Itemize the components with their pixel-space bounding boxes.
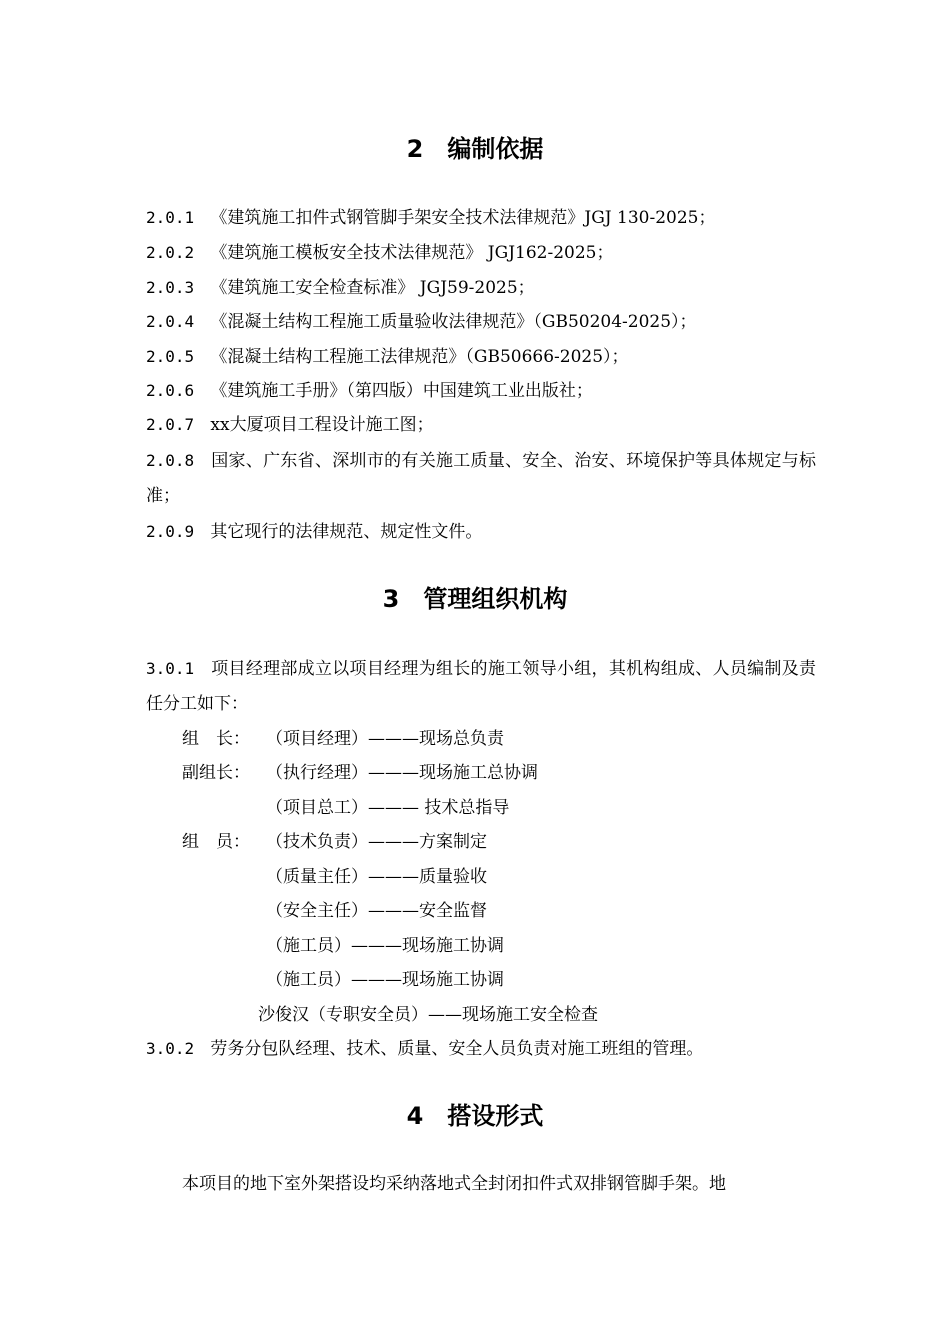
- list-item: [146, 379, 816, 403]
- item-number: 2.0.2: [146, 243, 195, 262]
- paragraph: [182, 1172, 852, 1196]
- org-text: （安全主任）———安全监督: [266, 901, 487, 921]
- org-role: 副组长：: [182, 763, 250, 783]
- item-number: 2.0.1: [146, 208, 195, 227]
- org-text: （项目总工）——— 技术总指导: [266, 798, 510, 818]
- org-text: （施工员）———现场施工协调: [266, 970, 504, 990]
- list-item: [146, 345, 816, 369]
- item-number: 3.0.1: [146, 659, 195, 678]
- item-number: 2.0.4: [146, 312, 195, 331]
- list-item: [146, 241, 816, 265]
- paragraph-text: 本项目的地下室外架搭设均采纳落地式全封闭扣件式双排钢管脚手架。地: [182, 1174, 726, 1194]
- list-item: [146, 443, 816, 514]
- org-row: [182, 761, 852, 785]
- item-number: 3.0.2: [146, 1039, 195, 1058]
- section-title: 搭设形式: [447, 1102, 544, 1130]
- section-4-heading: [0, 1101, 950, 1131]
- org-row: [182, 727, 852, 751]
- section-number: 4: [406, 1102, 424, 1130]
- item-text: 劳务分包队经理、技术、质量、安全人员负责对施工班组的管理。: [210, 1039, 704, 1059]
- org-text: （执行经理）———现场施工总协调: [266, 763, 538, 783]
- item-text: 《建筑施工手册》（第四版）中国建筑工业出版社；: [210, 381, 593, 401]
- item-text: 《混凝土结构工程施工法律规范》（GB50666-2025）；: [210, 347, 629, 367]
- org-row: [182, 796, 852, 820]
- section-title: 管理组织机构: [423, 585, 568, 613]
- list-item: [146, 413, 816, 437]
- section-3-heading: [0, 584, 950, 614]
- section-title: 编制依据: [447, 135, 544, 163]
- item-number: 2.0.3: [146, 278, 195, 297]
- item-number: 2.0.9: [146, 522, 195, 541]
- list-item: [146, 1037, 816, 1061]
- org-text: 沙俊汉（专职安全员）——现场施工安全检查: [258, 1005, 598, 1025]
- item-number: 2.0.6: [146, 381, 195, 400]
- list-item: [146, 276, 816, 300]
- item-text: 《建筑施工模板安全技术法律规范》 JGJ162-2025；: [210, 243, 614, 263]
- item-text: 其它现行的法律规范、规定性文件。: [210, 522, 483, 542]
- item-text: 《混凝土结构工程施工质量验收法律规范》（GB50204-2025）；: [210, 312, 697, 332]
- section-number: 2: [406, 135, 424, 163]
- item-number: 2.0.8: [146, 451, 195, 470]
- item-text: 《建筑施工安全检查标准》 JGJ59-2025；: [210, 278, 535, 298]
- org-row: [182, 865, 852, 889]
- org-row: [182, 830, 852, 854]
- item-text: xx大厦项目工程设计施工图；: [210, 415, 434, 435]
- item-text: 项目经理部成立以项目经理为组长的施工领导小组，其机构组成、人员编制及责任分工如下：: [146, 659, 816, 714]
- section-number: 3: [382, 585, 400, 613]
- org-row: [182, 934, 852, 958]
- list-item: [146, 206, 816, 230]
- list-item: [146, 520, 816, 544]
- org-role: 组 长：: [182, 729, 250, 749]
- item-text: 国家、广东省、深圳市的有关施工质量、安全、治安、环境保护等具体规定与标准；: [146, 451, 816, 506]
- org-text: （质量主任）———质量验收: [266, 867, 487, 887]
- list-item: [146, 310, 816, 334]
- org-row: [182, 899, 852, 923]
- org-text: （施工员）———现场施工协调: [266, 936, 504, 956]
- org-row: [182, 968, 852, 992]
- org-text: （项目经理）———现场总负责: [266, 729, 504, 749]
- org-role: 组 员：: [182, 832, 250, 852]
- item-number: 2.0.7: [146, 415, 195, 434]
- item-number: 2.0.5: [146, 347, 195, 366]
- item-text: 《建筑施工扣件式钢管脚手架安全技术法律规范》JGJ 130-2025；: [210, 208, 716, 228]
- org-row: [258, 1003, 928, 1027]
- paragraph: [146, 651, 816, 722]
- section-2-heading: [0, 134, 950, 164]
- org-text: （技术负责）———方案制定: [266, 832, 487, 852]
